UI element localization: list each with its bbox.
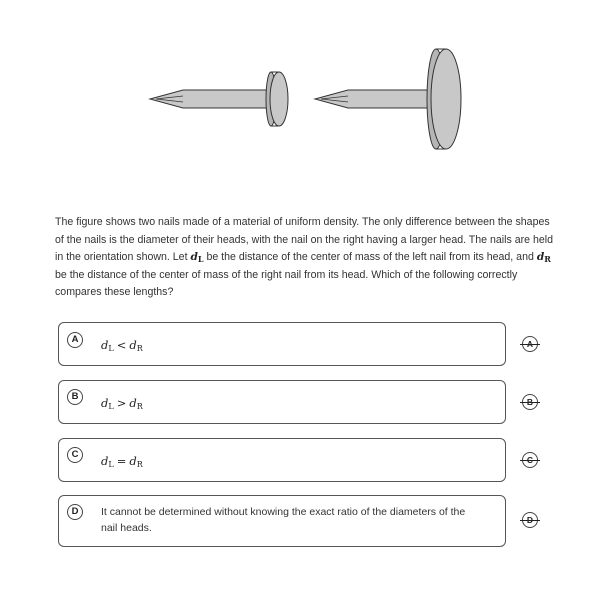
- var-d-right: $d_R$: [536, 251, 551, 264]
- choice-c-button[interactable]: [58, 438, 506, 482]
- right-nail-shaft: [315, 90, 432, 108]
- strike-line-icon: [520, 402, 540, 403]
- choice-a-text: $d_L < d_R$: [101, 338, 143, 353]
- strike-d-button[interactable]: [522, 512, 538, 528]
- question-part-2: be the distance of the center of mass of the left nail from its head, and: [203, 251, 537, 263]
- strike-b-button[interactable]: [522, 394, 538, 410]
- choice-a-letter: A: [67, 332, 83, 348]
- choice-a-button[interactable]: [58, 322, 506, 366]
- question-text: [55, 214, 555, 302]
- choice-row-d: [58, 495, 604, 547]
- nails-figure: [0, 0, 616, 200]
- left-nail: [150, 72, 288, 126]
- left-nail-head: [270, 72, 288, 126]
- choice-b-button[interactable]: [58, 380, 506, 424]
- strike-a-button[interactable]: [522, 336, 538, 352]
- choice-row-a: [58, 322, 604, 366]
- choice-d-text: It cannot be determined without knowing the exact ratio of the diameters of the nail heads.: [101, 506, 466, 534]
- strike-line-icon: [520, 520, 540, 521]
- choice-row-c: [58, 438, 604, 482]
- strike-c-button[interactable]: [522, 452, 538, 468]
- choice-b-text: $d_L > d_R$: [101, 396, 143, 411]
- choice-c-letter: C: [67, 447, 83, 463]
- choice-row-b: [58, 380, 604, 424]
- right-nail-head: [431, 49, 461, 149]
- choice-b-letter: B: [67, 389, 83, 405]
- left-nail-shaft: [150, 90, 270, 108]
- choice-d-letter: D: [67, 504, 83, 520]
- question-part-1: The figure shows two nails made of a material of uniform density. The only difference between the shapes of the nails is the diameter of their heads, with the nail on the right having a larger head. The nails are held in the orientation shown. Let: [55, 216, 554, 263]
- var-d-left: $d_L$: [190, 251, 204, 264]
- choice-d-button[interactable]: [58, 495, 506, 547]
- strike-line-icon: [520, 460, 540, 461]
- question-part-3: be the distance of the center of mass of the right nail from its head. Which of the following correctly compares these lengths?: [55, 268, 518, 298]
- strike-line-icon: [520, 344, 540, 345]
- choice-c-text: $d_L = d_R$: [101, 454, 143, 469]
- right-nail: [315, 49, 461, 149]
